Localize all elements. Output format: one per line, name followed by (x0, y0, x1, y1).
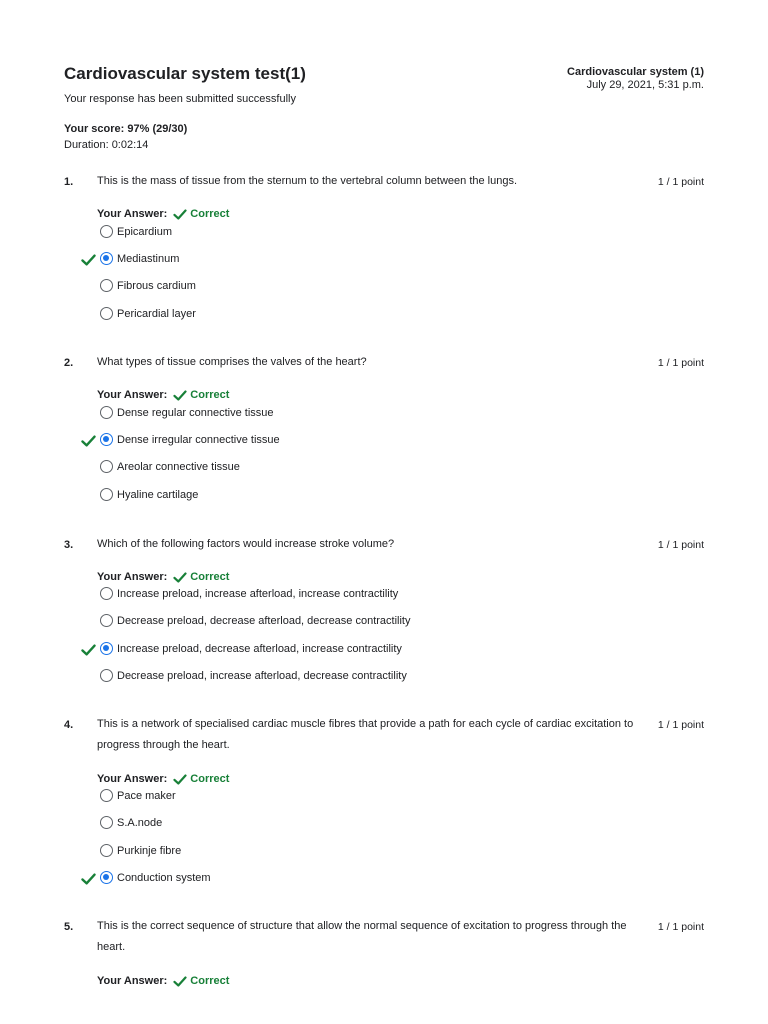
your-answer-header (97, 773, 229, 785)
question-text: What types of tissue comprises the valves of the heart? (97, 356, 367, 368)
correct-label: Correct (190, 208, 230, 220)
answer-option-label: Dense regular connective tissue (117, 406, 274, 419)
score: Your score: 97% (29/30) (64, 123, 188, 135)
radio-button[interactable] (100, 669, 113, 682)
answer-option-label: Decrease preload, increase afterload, decrease contractility (117, 669, 407, 682)
answer-option-label: Pace maker (117, 789, 176, 802)
question-number: 5. (64, 921, 74, 933)
answer-option[interactable] (100, 871, 211, 884)
answer-option[interactable] (100, 844, 181, 857)
correct-status (173, 975, 229, 987)
answer-option[interactable] (100, 789, 176, 802)
radio-button-selected[interactable] (100, 433, 113, 446)
answer-option-label: Mediastinum (117, 252, 180, 265)
answer-option-label: Epicardium (117, 225, 173, 238)
answer-option[interactable] (100, 642, 402, 655)
answer-option-label: Pericardial layer (117, 307, 196, 320)
question-text: Which of the following factors would increase stroke volume? (97, 538, 395, 550)
radio-button[interactable] (100, 460, 113, 473)
radio-button[interactable] (100, 307, 113, 320)
submission-timestamp: July 29, 2021, 5:31 p.m. (586, 79, 704, 91)
question-points: 1 / 1 point (657, 921, 704, 933)
your-answer-header (97, 975, 229, 987)
radio-button-selected[interactable] (100, 642, 113, 655)
answer-option-label: Increase preload, increase afterload, increase contractility (117, 587, 399, 600)
submission-message: Your response has been submitted successfully (64, 93, 296, 105)
answer-option[interactable] (100, 460, 240, 473)
answer-option-label: Increase preload, decrease afterload, increase contractility (117, 642, 402, 655)
answer-option-label: Fibrous cardium (117, 279, 196, 292)
your-answer-label: Your Answer: (97, 208, 168, 220)
your-answer-label: Your Answer: (97, 773, 168, 785)
correct-status (173, 208, 229, 220)
correct-answer-checkmark-icon (81, 434, 96, 452)
answer-option[interactable] (100, 488, 198, 501)
checkmark-icon (173, 390, 190, 401)
answer-option[interactable] (100, 816, 162, 829)
correct-answer-checkmark-icon (81, 643, 96, 661)
question-points: 1 / 1 point (657, 357, 704, 369)
correct-status (173, 773, 229, 785)
question-text: This is the mass of tissue from the sternum to the vertebral column between the lungs. (97, 175, 518, 187)
correct-label: Correct (190, 975, 230, 987)
answer-option[interactable] (100, 252, 179, 265)
question-points: 1 / 1 point (657, 719, 704, 731)
question-points: 1 / 1 point (657, 539, 704, 551)
your-answer-header (97, 389, 229, 401)
checkmark-icon (173, 209, 190, 220)
question-number: 2. (64, 357, 74, 369)
correct-label: Correct (190, 773, 230, 785)
answer-option[interactable] (100, 614, 411, 627)
correct-status (173, 389, 229, 401)
your-answer-header (97, 208, 229, 220)
radio-button[interactable] (100, 816, 113, 829)
answer-option-label: Conduction system (117, 871, 211, 884)
question-number: 1. (64, 176, 74, 188)
radio-button[interactable] (100, 789, 113, 802)
radio-button[interactable] (100, 279, 113, 292)
your-answer-header (97, 571, 229, 583)
answer-option[interactable] (100, 587, 398, 600)
page-title: Cardiovascular system test(1) (64, 64, 306, 83)
radio-button[interactable] (100, 225, 113, 238)
correct-label: Correct (190, 389, 230, 401)
form-info (567, 66, 704, 92)
radio-button-selected[interactable] (100, 871, 113, 884)
answer-option-label: Decrease preload, decrease afterload, decrease contractility (117, 614, 411, 627)
correct-label: Correct (190, 571, 230, 583)
radio-button[interactable] (100, 406, 113, 419)
radio-button[interactable] (100, 844, 113, 857)
your-answer-label: Your Answer: (97, 975, 168, 987)
answer-option[interactable] (100, 406, 274, 419)
radio-button[interactable] (100, 587, 113, 600)
answer-option-label: S.A.node (117, 816, 163, 829)
question-text: This is a network of specialised cardiac muscle fibres that provide a path for each cycle of cardiac excitation to progress through the heart. (97, 718, 634, 751)
your-answer-label: Your Answer: (97, 389, 168, 401)
checkmark-icon (173, 976, 190, 987)
question-text: This is the correct sequence of structure that allow the normal sequence of excitation to progress through the heart. (97, 920, 627, 953)
answer-option-label: Purkinje fibre (117, 844, 182, 857)
answer-option[interactable] (100, 669, 407, 682)
correct-answer-checkmark-icon (81, 872, 96, 890)
question-number: 3. (64, 539, 74, 551)
checkmark-icon (173, 774, 190, 785)
form-name: Cardiovascular system (1) (567, 66, 704, 78)
duration: Duration: 0:02:14 (64, 139, 149, 151)
answer-option-label: Hyaline cartilage (117, 488, 199, 501)
your-answer-label: Your Answer: (97, 571, 168, 583)
correct-status (173, 571, 229, 583)
correct-answer-checkmark-icon (81, 253, 96, 271)
checkmark-icon (173, 572, 190, 583)
question-number: 4. (64, 719, 74, 731)
answer-option[interactable] (100, 225, 172, 238)
answer-option[interactable] (100, 279, 196, 292)
radio-button[interactable] (100, 488, 113, 501)
answer-option[interactable] (100, 433, 280, 446)
answer-option-label: Dense irregular connective tissue (117, 433, 280, 446)
answer-option[interactable] (100, 307, 196, 320)
radio-button-selected[interactable] (100, 252, 113, 265)
question-points: 1 / 1 point (657, 176, 704, 188)
radio-button[interactable] (100, 614, 113, 627)
answer-option-label: Areolar connective tissue (117, 460, 240, 473)
